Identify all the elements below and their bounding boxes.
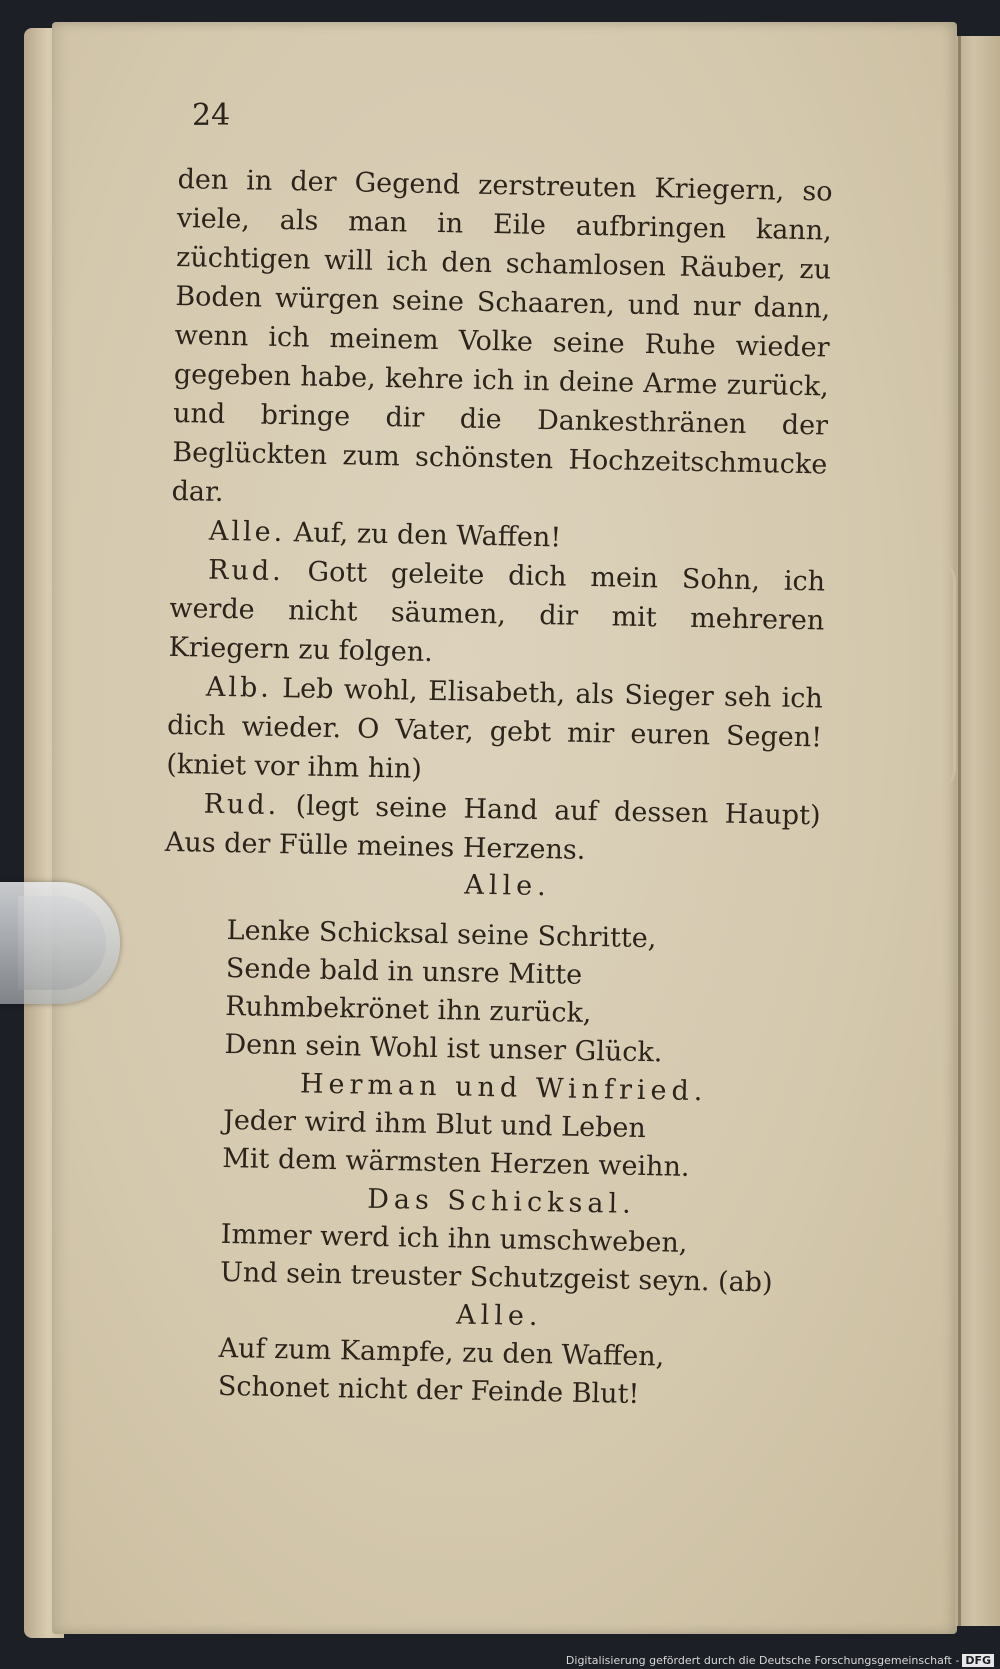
prose-paragraph bbox=[168, 550, 825, 680]
verse-line: Sende bald in unsre Mitte bbox=[225, 952, 583, 991]
page-number: 24 bbox=[192, 98, 231, 133]
verse-line: Ruhmbekrönet ihn zurück, bbox=[224, 990, 592, 1030]
page-clip bbox=[0, 882, 120, 1004]
book-gutter bbox=[958, 36, 961, 1626]
speaker-name: Alb. bbox=[205, 671, 273, 704]
book-edge-right bbox=[955, 36, 1000, 1626]
prose-text: Gott geleite dich mein Sohn, ich werde nicht säumen, dir mit mehreren Kriegern zu folgen. bbox=[168, 556, 826, 668]
verse-line: Mit dem wärmsten Herzen weihn. bbox=[222, 1142, 690, 1183]
prose-text: den in der Gegend zerstreuten Kriegern, so viele, als man in Eile aufbringen kann, züchtigen will ich den schamlosen Räuber, zu Boden würgen seine Schaaren, und nur dann, wenn ich meinem Volke seine Ruhe wieder gegeben habe, kehre ich in deine Arme zurück, und bringe dir die Dankesthränen der Beglückten zum schönsten Hochzeitschmucke dar. bbox=[171, 163, 833, 508]
verse-line: Immer werd ich ihn umschweben, bbox=[220, 1218, 688, 1259]
prose-paragraph bbox=[165, 784, 821, 875]
verse-speaker: Herman und Winfried. bbox=[299, 1068, 708, 1108]
prose-block bbox=[165, 160, 833, 874]
verse-speaker: Alle. bbox=[455, 1299, 543, 1333]
verse-line: Denn sein Wohl ist unser Glück. bbox=[224, 1028, 663, 1069]
verse-block bbox=[218, 862, 788, 1417]
verse-speaker: Alle. bbox=[464, 869, 552, 903]
verse-line: Und sein treuster Schutzgeist seyn. (ab) bbox=[219, 1256, 773, 1299]
verse-line: Lenke Schicksal seine Schritte, bbox=[226, 914, 657, 955]
prose-paragraph bbox=[171, 160, 833, 524]
page-clip-inner bbox=[18, 896, 106, 990]
credit-text: Digitalisierung gefördert durch die Deutsche Forschungsgemeinschaft - bbox=[565, 1654, 960, 1667]
digitization-credit bbox=[566, 1654, 994, 1667]
verse-line: Schonet nicht der Feinde Blut! bbox=[217, 1370, 640, 1410]
prose-paragraph bbox=[166, 667, 823, 797]
speaker-name: Rud. bbox=[207, 554, 285, 588]
verse-line: Auf zum Kampfe, zu den Waffen, bbox=[218, 1332, 665, 1373]
prose-text: Leb wohl, Elisabeth, als Sieger seh ich dich wieder. O Vater, gebt mir euren Segen! (kniet vor ihm hin) bbox=[166, 673, 824, 785]
verse-speaker: Das Schicksal. bbox=[367, 1183, 637, 1220]
prose-text: Auf, zu den Waffen! bbox=[293, 517, 562, 554]
binding-thread bbox=[935, 560, 956, 790]
dfg-logo: DFG bbox=[962, 1654, 994, 1667]
verse-line: Jeder wird ihm Blut und Leben bbox=[222, 1104, 647, 1145]
prose-text: (legt seine Hand auf dessen Haupt) Aus der Fülle meines Herzens. bbox=[164, 790, 821, 866]
speaker-name: Alle. bbox=[208, 515, 286, 549]
speaker-name: Rud. bbox=[203, 788, 280, 822]
